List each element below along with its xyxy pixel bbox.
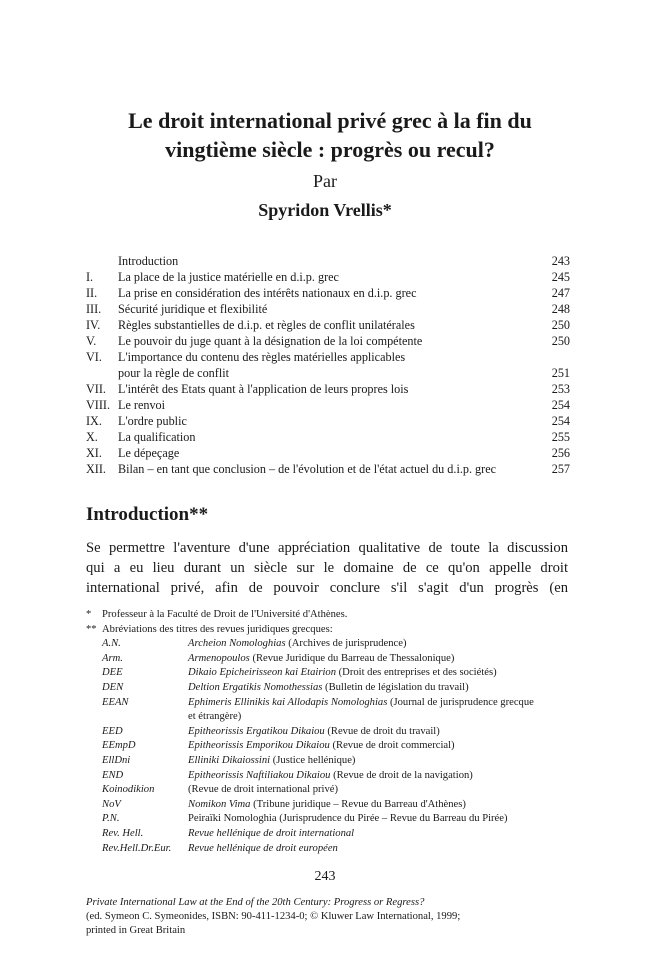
- toc-entry: [86, 253, 570, 269]
- abbreviation-key: DEE: [102, 667, 123, 679]
- journal-description: (Revue de droit de la navigation): [330, 769, 473, 781]
- footnote-1: [86, 608, 570, 623]
- toc-entry: [86, 429, 570, 445]
- by-label: Par: [313, 171, 337, 191]
- toc-entry-number: XII.: [86, 462, 106, 476]
- toc-entry-number: III.: [86, 302, 102, 316]
- journal-description: (Tribune juridique – Revue du Barreau d'Athènes): [250, 798, 466, 810]
- toc-entry-title: La prise en considération des intérêts nationaux en d.i.p. grec: [118, 286, 417, 300]
- abbreviation-entry: [86, 798, 570, 813]
- journal-description: (Droit des entreprises et des sociétés): [336, 667, 497, 679]
- journal-title: Deltion Ergatikis Nomothessias: [188, 681, 323, 693]
- journal-title: Archeion Nomologhias: [188, 638, 286, 650]
- toc-entry: [86, 461, 570, 477]
- toc-entry-title: L'intérêt des Etats quant à l'application de leurs propres lois: [118, 382, 409, 396]
- toc-entry-page: 248: [551, 302, 570, 316]
- abbreviation-meaning: [188, 637, 570, 652]
- journal-description: (Archives de jurisprudence): [285, 638, 407, 650]
- toc-entry: [86, 269, 570, 285]
- toc-entry-title: Sécurité juridique et flexibilité: [118, 302, 268, 316]
- abbreviation-key: END: [102, 769, 124, 781]
- journal-title: Ephimeris Ellinikis kai Allodapis Nomologhias: [188, 696, 388, 708]
- journal-title: Epitheorissis Ergatikou Dikaiou: [188, 725, 325, 737]
- abbreviation-meaning: [188, 798, 570, 813]
- body-line: qui a eu lieu durant un siècle sur le domaine de ce qu'on appelle droit: [86, 560, 568, 576]
- journal-description: (Revue de droit international privé): [188, 784, 339, 796]
- toc-entry-page: 254: [551, 414, 570, 428]
- toc-entry-page: 257: [551, 462, 570, 476]
- abbreviation-entry: [86, 652, 570, 667]
- publication-line: Private International Law at the End of the 20th Century: Progress or Regress?: [86, 897, 425, 908]
- toc-entry-page: 253: [551, 382, 570, 396]
- abbreviation-key: Rev. Hell.: [102, 827, 144, 839]
- abbreviation-meaning: [188, 769, 570, 784]
- toc-entry-number: [86, 253, 118, 269]
- journal-description: (Revue de droit commercial): [329, 740, 455, 752]
- toc-entry-number: II.: [86, 286, 98, 300]
- toc-entry-page: [540, 349, 570, 365]
- footnotes: [86, 608, 570, 856]
- toc-entry: [86, 381, 570, 397]
- article-title: [60, 106, 600, 164]
- abbreviation-entry: [86, 827, 570, 842]
- abbreviation-key: Koinodikion: [102, 784, 155, 796]
- toc-entry-title: pour la règle de conflit: [118, 366, 229, 380]
- abbreviation-key: EllDni: [102, 754, 131, 766]
- abbreviation-entry: [86, 769, 570, 784]
- journal-description: (Revue Juridique du Barreau de Thessalonique): [249, 652, 455, 664]
- abbreviation-meaning: [188, 710, 570, 725]
- abbreviation-entry: [86, 812, 570, 827]
- toc-entry-title: Le pouvoir du juge quant à la désignation de la loi compétente: [118, 334, 423, 348]
- toc-entry-number: XI.: [86, 446, 102, 460]
- toc-entry-page: 250: [551, 318, 570, 332]
- journal-title: Revue hellénique de droit européen: [188, 842, 338, 854]
- abbreviation-meaning: [188, 725, 570, 740]
- toc-entry-title: Introduction: [118, 254, 179, 268]
- toc-entry-title: L'ordre public: [118, 414, 187, 428]
- abbreviation-entry: [86, 637, 570, 652]
- abbreviation-meaning: [188, 666, 570, 681]
- abbreviation-entry: [86, 725, 570, 740]
- journal-title: Armenopoulos: [188, 652, 250, 664]
- toc-entry-number: VI.: [86, 350, 102, 364]
- toc-entry-title: Le renvoi: [118, 398, 166, 412]
- abbreviation-entry: [86, 710, 570, 725]
- table-of-contents: [86, 253, 570, 477]
- journal-title: Elliniki Dikaiossini: [188, 754, 271, 766]
- title-line-2: vingtième siècle : progrès ou recul?: [165, 137, 495, 162]
- toc-entry: [86, 349, 570, 365]
- section-heading: Introduction**: [86, 504, 209, 525]
- abbreviation-entry: [86, 681, 570, 696]
- toc-entry-title: L'importance du contenu des règles matérielles applicables: [118, 350, 406, 364]
- toc-entry-number: IX.: [86, 414, 102, 428]
- body-line: international privé, afin de pouvoir conclure s'il s'agit d'un progrès (en: [86, 580, 568, 596]
- journal-title: Epitheorissis Emporikou Dikaiou: [188, 740, 330, 752]
- abbreviation-meaning: [188, 739, 570, 754]
- footnote-mark: **: [86, 623, 97, 635]
- abbreviation-key: NoV: [102, 798, 121, 810]
- body-line: Se permettre l'aventure d'une appréciation qualitative de toute la discussion: [86, 540, 568, 556]
- abbreviation-list: [86, 637, 570, 856]
- toc-entry: [86, 413, 570, 429]
- abbreviation-entry: [86, 666, 570, 681]
- toc-entry: [86, 301, 570, 317]
- abbreviation-entry: [86, 696, 570, 711]
- toc-entry: [86, 317, 570, 333]
- journal-description: (Justice hellénique): [270, 754, 356, 766]
- toc-entry: [86, 333, 570, 349]
- toc-entry-title: Règles substantielles de d.i.p. et règles de conflit unilatérales: [118, 318, 415, 332]
- abbreviation-key: DEN: [102, 681, 124, 693]
- abbreviation-meaning: [188, 681, 570, 696]
- footnote-text: Professeur à la Faculté de Droit de l'Université d'Athènes.: [102, 609, 348, 620]
- journal-description: (Revue de droit du travail): [324, 725, 440, 737]
- abbreviation-key: EEmpD: [102, 740, 136, 752]
- journal-description: et étrangère): [188, 711, 242, 723]
- author-name: Spyridon Vrellis*: [258, 200, 392, 220]
- abbreviation-key: Arm.: [102, 652, 123, 664]
- publication-line: printed in Great Britain: [86, 925, 186, 936]
- publication-line: (ed. Symeon C. Symeonides, ISBN: 90-411-1234-0; © Kluwer Law International, 1999;: [86, 911, 461, 922]
- toc-entry-title: La qualification: [118, 430, 196, 444]
- toc-entry-page: 243: [551, 254, 570, 268]
- abbreviation-entry: [86, 842, 570, 857]
- toc-entry-page: 255: [551, 430, 570, 444]
- journal-title: Nomikon Vima: [188, 798, 251, 810]
- abbreviation-meaning: [188, 842, 570, 857]
- toc-entry-number: V.: [86, 334, 97, 348]
- journal-description: (Bulletin de législation du travail): [322, 681, 469, 693]
- abbreviation-meaning: [188, 696, 570, 711]
- title-line-1: Le droit international privé grec à la fin du: [128, 108, 532, 133]
- abbreviation-key: A.N.: [102, 638, 121, 650]
- abbreviation-meaning: [188, 827, 570, 842]
- journal-title: Dikaio Epicheirisseon kai Etairion: [188, 667, 336, 679]
- abbreviation-entry: [86, 783, 570, 798]
- toc-entry-page: 256: [551, 446, 570, 460]
- page-number: 243: [314, 869, 336, 884]
- journal-description: (Journal de jurisprudence grecque: [387, 696, 534, 708]
- toc-entry-title: Bilan – en tant que conclusion – de l'évolution et de l'état actuel du d.i.p. grec: [118, 462, 497, 476]
- toc-entry-number: VII.: [86, 382, 106, 396]
- toc-entry: [86, 365, 570, 381]
- abbreviation-entry: [86, 754, 570, 769]
- abbreviation-meaning: [188, 652, 570, 667]
- toc-entry: [86, 397, 570, 413]
- toc-entry-title: Le dépeçage: [118, 446, 180, 460]
- abbreviation-key: [86, 710, 188, 725]
- toc-entry-page: 247: [551, 286, 570, 300]
- publication-info: [86, 896, 586, 938]
- abbreviation-meaning: [188, 812, 570, 827]
- toc-entry-page: 250: [551, 334, 570, 348]
- toc-entry-number: VIII.: [86, 398, 111, 412]
- toc-entry-page: 251: [551, 366, 570, 380]
- abbreviation-entry: [86, 739, 570, 754]
- toc-entry-title: La place de la justice matérielle en d.i.p. grec: [118, 270, 339, 284]
- footnote-text: Abréviations des titres des revues juridiques grecques:: [102, 623, 333, 635]
- body-paragraph: [86, 538, 568, 598]
- abbreviation-key: EED: [102, 725, 123, 737]
- footnote-2: [86, 623, 570, 638]
- abbreviation-key: P.N.: [102, 813, 120, 825]
- toc-entry: [86, 285, 570, 301]
- toc-entry-page: 245: [551, 270, 570, 284]
- abbreviation-meaning: [188, 783, 570, 798]
- journal-description: Peiraïki Nomologhia (Jurisprudence du Pirée – Revue du Barreau du Pirée): [188, 813, 508, 825]
- toc-entry-number: I.: [86, 270, 94, 284]
- abbreviation-key: EEAN: [102, 696, 129, 708]
- toc-entry: [86, 445, 570, 461]
- abbreviation-key: Rev.Hell.Dr.Eur.: [102, 842, 172, 854]
- journal-title: Epitheorissis Naftiliakou Dikaiou: [188, 769, 331, 781]
- toc-entry-number: X.: [86, 430, 98, 444]
- toc-entry-page: 254: [551, 398, 570, 412]
- footnote-mark: *: [86, 609, 92, 620]
- toc-entry-number: IV.: [86, 318, 101, 332]
- abbreviation-meaning: [188, 754, 570, 769]
- journal-title: Revue hellénique de droit international: [188, 827, 355, 839]
